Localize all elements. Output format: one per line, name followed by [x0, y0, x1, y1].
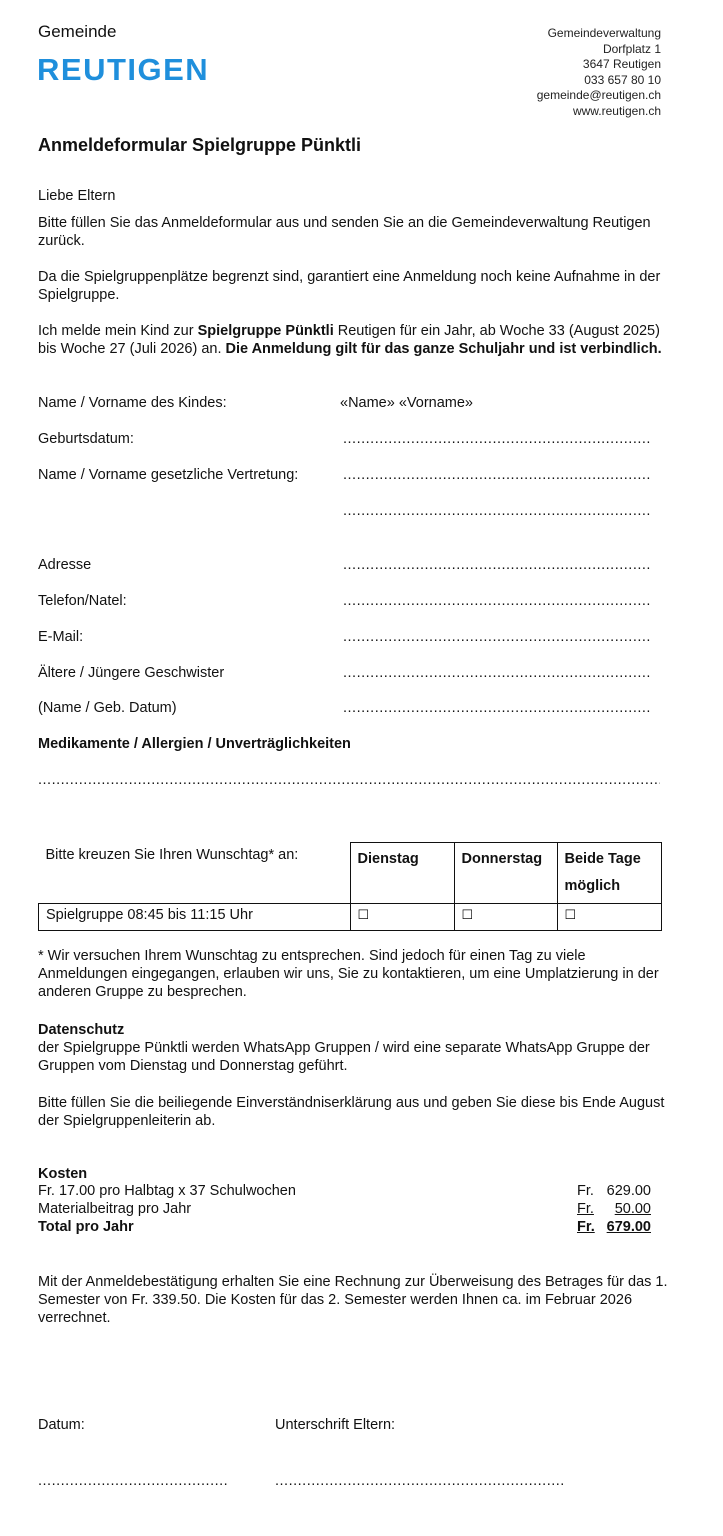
row-label: Spielgruppe 08:45 bis 11:15 Uhr: [39, 904, 351, 931]
intro-paragraph-2: Da die Spielgruppenplätze begrenzt sind, garantiert eine Anmeldung noch keine Aufnahme in der Spielgruppe.: [38, 269, 661, 303]
cost-label: Materialbeitrag pro Jahr: [38, 1201, 192, 1217]
intro3-c: Reutigen für ein Jahr, ab Woche 33 (August 2025) bis Woche 27 (Juli 2026) an.: [38, 323, 660, 357]
address-field[interactable]: [343, 557, 651, 573]
signature-label: Unterschrift Eltern:: [275, 1417, 396, 1433]
guardian-field[interactable]: [343, 467, 651, 483]
cost-currency: Fr.: [577, 1201, 594, 1217]
checkbox-both[interactable]: ☐: [557, 904, 661, 931]
child-name-value[interactable]: «Name» «Vorname»: [340, 395, 473, 411]
invoice-note: Mit der Anmeldebestätigung erhalten Sie eine Rechnung zur Überweisung des Betrages für das 1. Semester von Fr. 339.50. Die Kosten für das 2. Semester werden Ihnen ca. im Februar 2026 verrechnet.: [38, 1274, 668, 1326]
col-both-line1: Beide Tage: [564, 851, 641, 867]
col-both-line2: möglich: [564, 878, 621, 894]
col-thursday: Donnerstag: [454, 843, 557, 904]
col-tuesday: Dienstag: [350, 843, 454, 904]
address-block: [537, 26, 661, 119]
consent-text: Bitte füllen Sie die beiliegende Einverständniserklärung aus und geben Sie diese bis Ende August der Spielgruppenleiterin ab.: [38, 1095, 665, 1129]
page-title: Anmeldeformular Spielgruppe Pünktli: [38, 135, 362, 155]
wish-prompt: Bitte kreuzen Sie Ihren Wunschtag* an:: [45, 846, 299, 863]
email-label: E-Mail:: [38, 629, 84, 645]
address-label: Adresse: [38, 557, 92, 573]
cost-label: Fr. 17.00 pro Halbtag x 37 Schulwochen: [38, 1183, 296, 1199]
address-line: www.reutigen.ch: [572, 103, 661, 118]
siblings-field-2[interactable]: [343, 700, 651, 716]
child-name-label: Name / Vorname des Kindes:: [38, 395, 227, 411]
phone-label: Telefon/Natel:: [38, 593, 127, 609]
cost-currency: Fr.: [577, 1183, 594, 1199]
address-line: Dorfplatz 1: [602, 41, 661, 56]
wish-day-table: [38, 842, 662, 931]
medical-field[interactable]: [38, 772, 660, 788]
cost-total-row: [38, 1219, 651, 1237]
cost-row: [38, 1201, 651, 1219]
cost-amount: 629.00: [606, 1183, 651, 1199]
costs-heading: Kosten: [38, 1166, 88, 1182]
greeting: Liebe Eltern: [38, 188, 116, 204]
intro3-d: Die Anmeldung gilt für das ganze Schuljahr und ist verbindlich.: [225, 341, 662, 357]
privacy-heading: Datenschutz: [38, 1022, 125, 1038]
intro3-a: Ich melde mein Kind zur: [38, 323, 198, 339]
intro-paragraph-1: Bitte füllen Sie das Anmeldeformular aus und senden Sie an die Gemeindeverwaltung Reutigen zurück.: [38, 215, 651, 249]
intro3-b: Spielgruppe Pünktli: [197, 323, 334, 339]
table-row: [39, 843, 662, 904]
cost-currency: Fr.: [577, 1219, 595, 1235]
medical-label: Medikamente / Allergien / Unverträglichkeiten: [38, 736, 351, 752]
checkbox-tuesday[interactable]: ☐: [350, 904, 454, 931]
signature-field[interactable]: [275, 1473, 565, 1489]
privacy-text: der Spielgruppe Pünktli werden WhatsApp Gruppen / wird eine separate WhatsApp Gruppe der Gruppen vom Dienstag und Donnerstag geführt.: [38, 1040, 650, 1074]
cost-row: [38, 1183, 651, 1201]
date-label: Datum:: [38, 1417, 85, 1433]
cost-amount: 679.00: [606, 1219, 651, 1235]
email-field[interactable]: [343, 629, 651, 645]
checkbox-thursday[interactable]: ☐: [454, 904, 557, 931]
siblings-field[interactable]: [343, 665, 651, 681]
date-field[interactable]: [38, 1473, 228, 1489]
logo-text-small: Gemeinde: [38, 22, 117, 41]
logo-text-big: REUTIGEN: [37, 52, 210, 87]
address-line: 3647 Reutigen: [582, 57, 661, 71]
address-line: Gemeindeverwaltung: [547, 26, 661, 40]
cost-amount: 50.00: [614, 1201, 651, 1217]
siblings-label-2: (Name / Geb. Datum): [38, 700, 177, 716]
intro-paragraph-3: [38, 322, 668, 358]
siblings-label: Ältere / Jüngere Geschwister: [38, 665, 225, 681]
birthdate-field[interactable]: [343, 431, 651, 447]
col-both: [557, 843, 661, 904]
table-row: [39, 904, 662, 931]
cost-label: Total pro Jahr: [38, 1219, 134, 1235]
address-line: gemeinde@reutigen.ch: [536, 88, 661, 102]
guardian-field-2[interactable]: [343, 503, 651, 519]
birthdate-label: Geburtsdatum:: [38, 431, 134, 447]
phone-field[interactable]: [343, 593, 651, 609]
footnote: * Wir versuchen Ihrem Wunschtag zu entsprechen. Sind jedoch für einen Tag zu viele Anmeldungen eingegangen, erlauben wir uns, Sie zu kontaktieren, um eine Umplatzierung in der anderen Gruppe zu besprechen.: [38, 948, 659, 1000]
guardian-label: Name / Vorname gesetzliche Vertretung:: [38, 467, 299, 483]
address-line: 033 657 80 10: [584, 72, 661, 87]
